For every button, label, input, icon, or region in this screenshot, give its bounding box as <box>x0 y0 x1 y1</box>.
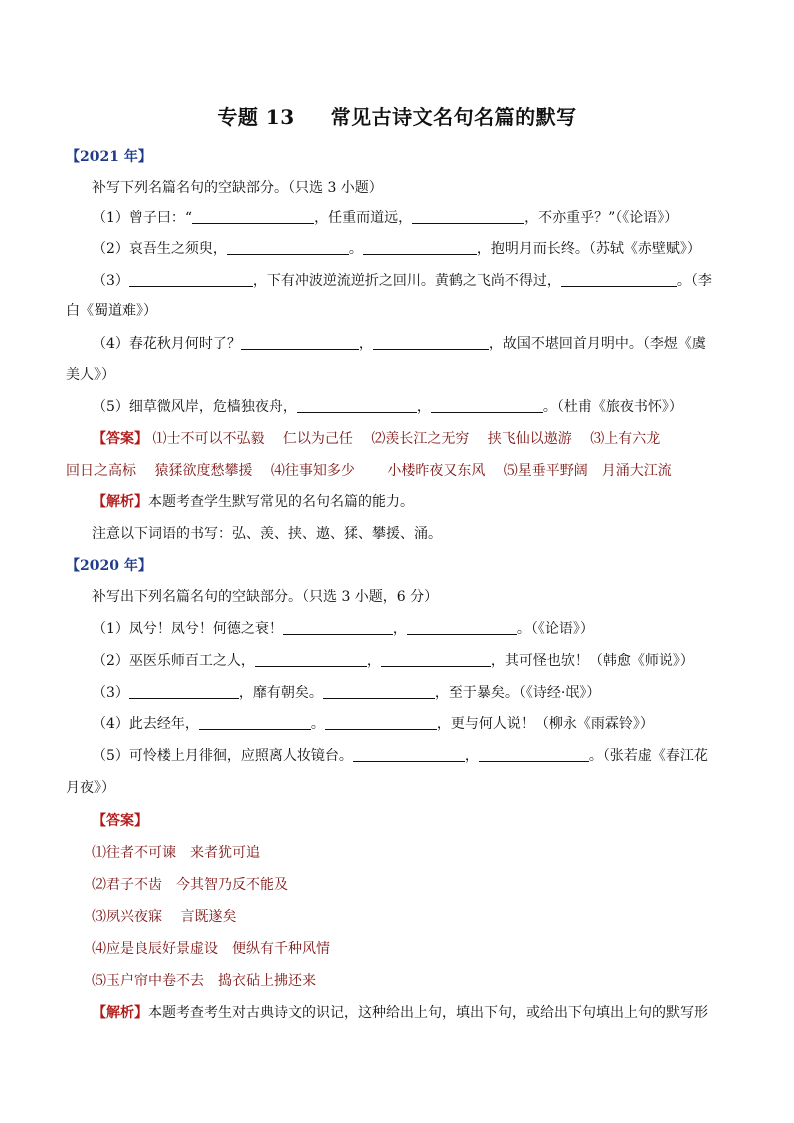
answer-2020-2: ⑵君子不齿 今其智乃反不能及 <box>92 877 288 893</box>
title-number: 专题 13 <box>217 105 295 129</box>
page-title <box>0 101 794 130</box>
question-2020-5: （5）可怜楼上月徘徊，应照离人妆镜台。 ， 。（张若虚《春江花 <box>92 748 708 764</box>
question-2021-4-cont: 美人》） <box>66 367 115 383</box>
instruction-2021: 补写下列名篇名句的空缺部分。（只选 3 小题） <box>92 180 383 196</box>
answer-2020-1: ⑴往者不可谏 来者犹可追 <box>92 845 260 861</box>
question-2021-5: （5）细草微风岸，危樯独夜舟， ， 。（杜甫《旅夜书怀》） <box>92 399 683 415</box>
question-2021-3-cont: 白《蜀道难》） <box>66 303 157 319</box>
section-header-2020: 【2020 年】 <box>66 558 152 574</box>
question-2021-1: （1）曾子曰：“ ，任重而道远， ，不亦重乎？”（《论语》） <box>92 210 679 226</box>
question-2020-2: （2）巫医乐师百工之人， ， ，其可怪也欤！（韩愈《师说》） <box>92 653 694 669</box>
question-2020-1: （1）凤兮！凤兮！何德之衰！ ， 。（《论语》） <box>92 621 594 637</box>
question-2021-3: （3） ，下有冲波逆流逆折之回川。黄鹤之飞尚不得过， 。（李 <box>92 273 712 289</box>
answer-2020-5: ⑸玉户帘中卷不去 捣衣砧上拂还来 <box>92 973 316 989</box>
note-2021: 注意以下词语的书写：弘、羡、挟、遨、猱、攀援、涌。 <box>92 526 442 542</box>
question-2021-2: （2）哀吾生之须臾， 。 ，抱明月而长终。（苏轼《赤壁赋》） <box>92 241 701 257</box>
question-2020-4: （4）此去经年， 。 ，更与何人说！（柳永《雨霖铃》） <box>92 716 654 732</box>
analysis-2020: 【解析】本题考查考生对古典诗文的识记，这种给出上句，填出下句，或给出下句填出上句的默写形 <box>92 1005 708 1021</box>
question-2020-3: （3） ，靡有朝矣。 ，至于暴矣。（《诗经·氓》） <box>92 685 601 701</box>
question-2021-4: （4）春花秋月何时了？ ， ，故国不堪回首月明中。（李煜《虞 <box>92 336 706 352</box>
answer-2021-line2: 回日之高标 猿猱欲度愁攀援 ⑷往事知多少 小楼昨夜又东风 ⑸星垂平野阔 月涌大江流 <box>66 463 672 479</box>
section-header-2021: 【2021 年】 <box>66 149 152 165</box>
answer-2020-4: ⑷应是良辰好景虚设 便纵有千种风情 <box>92 941 330 957</box>
answer-2020-label: 【答案】 <box>92 813 148 829</box>
answer-2020-3: ⑶夙兴夜寐 言既遂矣 <box>92 909 237 925</box>
answer-2021-line1: 【答案】 ⑴士不可以不弘毅 仁以为己任 ⑵羡长江之无穷 挟飞仙以遨游 ⑶上有六龙 <box>92 431 661 447</box>
instruction-2020: 补写出下列名篇名句的空缺部分。（只选 3 小题，6 分） <box>92 589 439 605</box>
analysis-2021: 【解析】本题考查学生默写常见的名句名篇的能力。 <box>92 494 414 510</box>
title-text: 常见古诗文名句名篇的默写 <box>330 105 577 129</box>
question-2020-5-cont: 月夜》） <box>66 780 115 796</box>
